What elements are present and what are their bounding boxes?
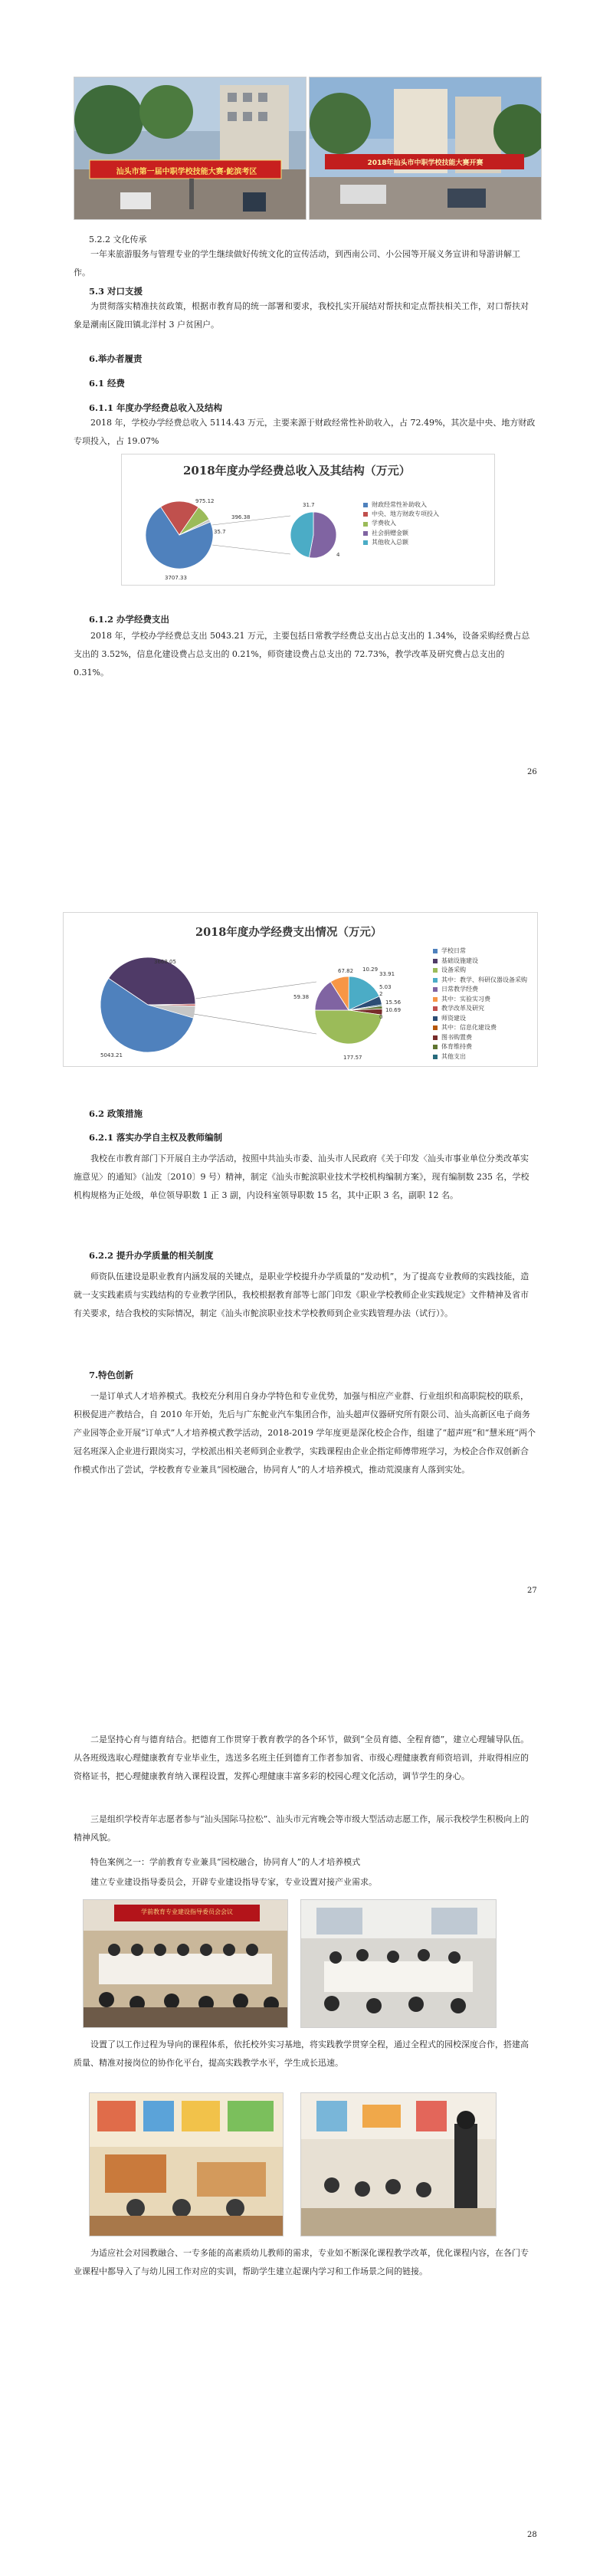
expense-label-3668: 3668.05 <box>154 959 176 965</box>
expense-legend-item <box>433 1033 527 1043</box>
expense-label-67: 67.82 <box>338 968 354 974</box>
section-7-body: 一是订单式人才培养模式。我校充分利用自身办学特色和专业优势，加强与相应产业群、行业组织和高职院校的联系，积极促进产教结合，自 2010 年开始，先后与广东鮀业汽车集团合作，汕头超声仪器研究所有限公司、汕头高新区电子商务产业园等企业开展“订单式”人才培养模式教学活动，2018-2019 学年度更是深化校企合作，组建了“超声班”和“慧米班”两个冠名班深入企业进行跟岗实习，学校派出相关老师到企业教学，实践课程由企业企指定师傅带班学习，为校企合作双创新合作模式作出了尝试，学校教育专业兼具“园校融合，协同育人”的人才培养模式，推动荒漠康育人落到实处。 <box>74 1391 536 1475</box>
section-6-1-1-title: 6.1.1 年度办学经费总收入及结构 <box>89 402 223 413</box>
section-6-title: 6.举办者履责 <box>89 353 143 364</box>
section-6-1-1-body: 2018 年，学校办学经费总收入 5114.43 万元，主要来源于财政经常性补助收入，占 72.49%，其次是中央、地方财政专项投入，占 19.07% <box>74 418 536 446</box>
legend-swatch <box>433 1016 438 1021</box>
legend-swatch <box>363 522 368 527</box>
legend-swatch <box>433 987 438 992</box>
income-label-3707: 3707.33 <box>165 575 187 581</box>
expense-legend-item <box>433 957 527 966</box>
photo-school-gate-left <box>74 77 306 220</box>
expense-chart-title: 2018年度办学经费支出情况（万元） <box>195 926 382 939</box>
legend-label: 日常教学经费 <box>441 986 478 993</box>
income-label-975: 975.12 <box>195 498 215 504</box>
expense-chart <box>63 912 538 1067</box>
income-label-35: 35.7 <box>214 529 226 535</box>
income-legend-item <box>363 529 439 538</box>
legend-label: 其他支出 <box>441 1052 466 1060</box>
legend-label: 其中：教学、科研仪器设备采购 <box>441 976 527 983</box>
page3-paragraph-1: 二是坚持心育与德育结合。把德育工作贯穿于教育教学的各个环节，做到“全员育德、全程育德”，建立心理辅导队伍。从各班级选取心理健康教育专业毕业生，选送多名班主任到德育工作者参加省、市级心理健康教育师资培训，并取得相应的资格证书，把心理健康教育纳入课程设置，发挥心理健康丰富多彩的校园心理文化活动，调节学生的身心。 <box>74 1734 529 1781</box>
section-6-2-2-body: 师资队伍建设是职业教育内涵发展的关键点，是职业学校提升办学质量的“发动机”，为了提高专业教师的实践技能，造就一支实践素质与实践结构的专业教学团队，我校根据教育部等七部门印发《职业学校教师企业实践规定》文件精神及省市有关要求，结合我校的实际情况，制定《汕头市鮀滨职业技术学校教师到企业实践管理办法（试行）》。 <box>74 1272 529 1318</box>
legend-swatch <box>433 949 438 953</box>
legend-swatch <box>433 1045 438 1049</box>
page3-paragraph-5: 为适应社会对园教融合、一专多能的高素质幼儿教师的需求，专业如不断深化课程教学改革，优化课程内容，在各门专业课程中都导入了与幼儿园工作对应的实训，帮助学生建立起课内学习和工作场景之间的链接。 <box>74 2248 529 2276</box>
income-chart-legend <box>363 500 439 547</box>
expense-label-5: 5.03 <box>379 984 392 990</box>
legend-swatch <box>363 512 368 517</box>
case-title: 特色案例之一：学前教育专业兼具“园校融合，协同育人”的人才培养模式 <box>90 1857 361 1867</box>
expense-label-33: 33.91 <box>379 971 395 977</box>
expense-legend-item <box>433 947 527 957</box>
section-5-3-title: 5.3 对口支援 <box>89 286 143 297</box>
section-6-2-1-body: 我校在市教育部门下开展自主办学活动，按照中共汕头市委、汕头市人民政府《关于印发〈汕头市事业单位分类改革实施意见〉的通知》（汕发〔2010〕9 号）精神，制定《汕头市鮀滨职业技术学校机构编制方案》，现有编制数 235 名，学校机构规格为正处级，单位领导职数 1 正 3 副，内设科室领导职数 15 名，其中正职 3 名，副职 12 名。 <box>74 1153 529 1200</box>
legend-label: 学费收入 <box>372 520 396 527</box>
expense-label-59: 59.38 <box>293 994 310 1000</box>
legend-swatch <box>433 959 438 963</box>
income-label-396: 396.38 <box>231 514 251 520</box>
legend-label: 基础设施建设 <box>441 957 478 964</box>
expense-label-2: 2 <box>379 991 383 997</box>
legend-swatch <box>433 997 438 1002</box>
page3-paragraph-3: 建立专业建设指导委员会，开辟专业建设指导专家，专业设置对接产业需求。 <box>90 1877 377 1887</box>
legend-swatch <box>433 1055 438 1059</box>
income-connector-line <box>212 516 290 525</box>
expense-label-10-69: 10.69 <box>385 1007 402 1013</box>
legend-label: 财政经常性补助收入 <box>372 501 427 508</box>
page-number: 26 <box>527 768 537 776</box>
legend-label: 社会捐赠金额 <box>372 529 408 537</box>
expense-legend-item <box>433 1023 527 1033</box>
legend-swatch <box>433 968 438 973</box>
income-connector-line <box>212 545 290 554</box>
photo-banner-text: 汕头市第一届中职学校技能大赛·鮀滨考区 <box>116 168 257 176</box>
expense-legend-item <box>433 995 527 1005</box>
photo-classroom-meeting <box>300 1899 497 2028</box>
section-5-2-2-title: 5.2.2 文化传承 <box>89 235 147 244</box>
legend-label: 其中：信息化建设费 <box>441 1024 497 1031</box>
legend-swatch <box>363 540 368 545</box>
photo-banner-text: 2018年汕头市中职学校技能大赛开赛 <box>367 159 484 167</box>
legend-swatch <box>433 1006 438 1011</box>
section-5-3-body: 为贯彻落实精准扶贫政策，根据市教育局的统一部署和要求，我校扎实开展结对帮扶和定点帮扶相关工作，对口帮扶对象是潮南区陇田镇北洋村 3 户贫困户。 <box>74 301 529 330</box>
photo-banner-text: 学前教育专业建设指导委员会会议 <box>141 1908 233 1915</box>
legend-swatch <box>363 531 368 536</box>
income-legend-item <box>363 510 439 519</box>
legend-label: 图书购置费 <box>441 1033 472 1041</box>
section-7-title: 7.特色创新 <box>89 1370 134 1380</box>
page3-paragraph-4: 设置了以工作过程为导向的课程体系，依托校外实习基地，将实践教学贯穿全程，通过全程式的园校深度合作，搭建高质量、精准对接岗位的协作化平台，提高实践教学水平，学生成长迅速。 <box>74 2039 529 2068</box>
page-number: 27 <box>527 1587 537 1595</box>
expense-legend-item <box>433 985 527 995</box>
expense-chart-legend <box>433 947 527 1062</box>
expense-label-5043: 5043.21 <box>100 1052 123 1058</box>
income-legend-item <box>363 500 439 510</box>
legend-swatch <box>433 978 438 983</box>
expense-label-177: 177.57 <box>343 1055 362 1061</box>
expense-legend-item <box>433 1004 527 1014</box>
photo-kindergarten-classroom <box>89 2092 284 2236</box>
expense-sub-slice-5 <box>315 1010 382 1044</box>
legend-label: 其中：实验实习费 <box>441 995 490 1003</box>
expense-label-15: 15.56 <box>385 999 402 1006</box>
legend-label: 师资建设 <box>441 1014 466 1022</box>
photo-committee-meeting <box>83 1899 288 2028</box>
income-chart-title: 2018年度办学经费总收入及其结构（万元） <box>183 464 411 477</box>
legend-swatch <box>433 1035 438 1040</box>
section-6-1-2-body: 2018 年，学校办学经费总支出 5043.21 万元，主要包括日常教学经费总支出占总支出的 1.34%，设备采购经费占总支出的 3.52%，信息化建设费占总支出的 0.21%，师资建设费占总支出的 72.73%，教学改革及研究费占总支出的 0.31%。 <box>74 631 530 678</box>
income-legend-item <box>363 519 439 528</box>
section-6-2-2-title: 6.2.2 提升办学质量的相关制度 <box>89 1250 214 1261</box>
expense-legend-item <box>433 976 527 986</box>
legend-label: 学校日常 <box>441 947 466 954</box>
income-chart <box>121 454 495 586</box>
expense-legend-item <box>433 966 527 976</box>
legend-swatch <box>433 1025 438 1030</box>
legend-label: 其他收入总额 <box>372 538 408 546</box>
expense-legend-item <box>433 1052 527 1062</box>
expense-label-0: 0 <box>379 1014 383 1020</box>
photo-school-gate-right <box>309 77 542 220</box>
expense-label-10-29: 10.29 <box>362 966 379 973</box>
income-label-31: 31.7 <box>303 502 315 508</box>
page-number: 28 <box>527 2531 537 2539</box>
page3-paragraph-2: 三是组织学校青年志愿者参与“汕头国际马拉松”、汕头市元宵晚会等市级大型活动志愿工作，展示我校学生积极向上的精神风貌。 <box>74 1814 529 1843</box>
photo-teaching-practice <box>300 2092 497 2236</box>
legend-label: 设备采购 <box>441 966 466 973</box>
income-legend-item <box>363 538 439 547</box>
legend-label: 教学改革及研究 <box>441 1005 484 1012</box>
expense-legend-item <box>433 1042 527 1052</box>
section-5-2-2-body: 一年来旅游服务与管理专业的学生继续做好传统文化的宣传活动，到西南公司、小公园等开展义务宣讲和导游讲解工作。 <box>74 249 520 277</box>
expense-legend-item <box>433 1014 527 1024</box>
legend-swatch <box>363 503 368 507</box>
section-6-2-1-title: 6.2.1 落实办学自主权及教师编制 <box>89 1132 223 1143</box>
income-label-4: 4 <box>336 552 340 558</box>
section-6-2-title: 6.2 政策措施 <box>89 1108 143 1119</box>
section-6-1-title: 6.1 经费 <box>89 378 126 389</box>
income-sub-slice-1 <box>290 512 313 557</box>
expense-connector-line <box>194 1014 316 1034</box>
legend-label: 体育维持费 <box>441 1043 472 1050</box>
legend-label: 中央、地方财政专项投入 <box>372 510 439 518</box>
section-6-1-2-title: 6.1.2 办学经费支出 <box>89 614 170 625</box>
